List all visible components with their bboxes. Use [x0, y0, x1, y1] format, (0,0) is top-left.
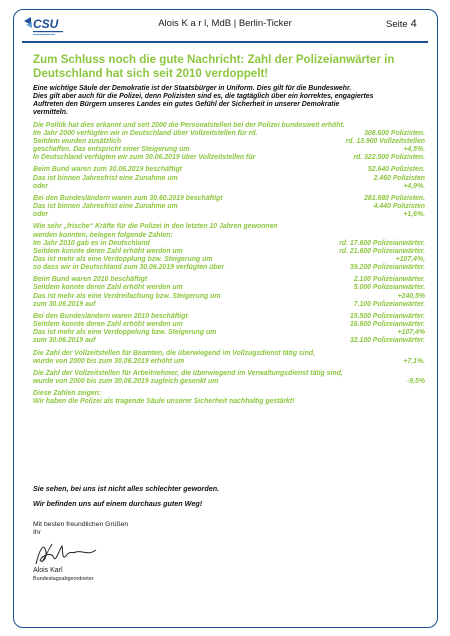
closing-remarks: [33, 484, 425, 508]
stat-line: [33, 301, 425, 309]
stat-section: [33, 166, 425, 190]
stat-label: Das ist mehr als eine Verdoppelung bzw. Steigerung um: [33, 329, 217, 337]
stat-label: Seitdem wurden zusätzlich: [33, 137, 122, 145]
stat-line: [33, 321, 425, 329]
stat-label: Beim Bund waren zum 30.06.2019 beschäftigt: [33, 166, 182, 174]
article-title: Zum Schluss noch die gute Nachricht: Zahl der Polizeianwärter in Deutschland hat sich seit 2010 verdoppelt!: [33, 53, 395, 80]
signer-role: Bundestagsabgeordneter: [33, 576, 94, 582]
stat-value: rd. 17.600 Polizeianwärter.: [339, 239, 425, 247]
header-title: Alois K a r l, MdB | Berlin-Ticker: [158, 18, 292, 29]
intro-line: Auftreten den Bürgern unseres Landes ein gutes Gefühl der Sicherheit in unserer Demokratie: [33, 101, 340, 109]
stat-label: Wir haben die Polizei als tragende Säule unserer Sicherheit nachhaltig gestärkt!: [33, 398, 295, 406]
stat-value: 32.100 Polizeianwärter.: [349, 337, 425, 345]
stat-line: [33, 337, 425, 345]
stat-section: [33, 313, 425, 346]
stat-label: wurde von 2000 bis zum 30.06.2019 erhöht um: [33, 357, 185, 365]
stat-value: +4,9%.: [403, 182, 425, 190]
stat-label: oder: [33, 182, 48, 190]
stat-value: rd. 13.900 Vollzeitstellen: [345, 137, 425, 145]
stat-value: 39.200 Polizeianwärter.: [349, 264, 425, 272]
stat-line: [33, 130, 425, 138]
stat-section: [33, 350, 425, 366]
stat-line: [33, 256, 425, 264]
stat-line: [33, 122, 425, 130]
closing-line: Wir befinden uns auf einem durchaus guten Weg!: [33, 499, 203, 508]
page-label: Seite: [386, 19, 408, 30]
greeting: [33, 521, 128, 537]
stat-value: 7.100 Polizeianwärter.: [353, 300, 425, 308]
signer-name: Alois Karl: [33, 567, 63, 574]
stat-line: [33, 223, 425, 231]
stat-label: werden konnten, belegen folgende Zahlen:: [33, 231, 173, 239]
stat-value: 4.440 Polizisten: [373, 203, 425, 211]
stat-label: Seitdem konnte deren Zahl erhöht werden um: [33, 284, 183, 292]
stat-label: Die Politik hat dies erkannt und seit 2000 die Personalstellen bei der Polizei bundesweit erhöht.: [33, 121, 345, 129]
stat-label: geschaffen. Das entspricht einer Steigerung um: [33, 146, 190, 154]
stat-label: Das ist mehr als eine Verdopplung bzw. Steigerung um: [33, 255, 213, 263]
stat-line: [33, 390, 425, 398]
stat-label: oder: [33, 211, 48, 219]
stat-label: so dass wir in Deutschland zum 30.06.2019 verfügten über: [33, 264, 225, 272]
stat-label: Seitdem konnte deren Zahl erhöht werden um: [33, 321, 183, 329]
intro-line: vermitteln.: [33, 109, 68, 117]
stat-label: Die Zahl der Vollzeitstellen für Beamten, die überwiegend im Vollzugsdienst tätig sind,: [33, 349, 316, 357]
stat-section: [33, 370, 425, 386]
stat-label: Seitdem konnte deren Zahl erhöht werden um: [33, 247, 183, 255]
stat-line: [33, 166, 425, 174]
handwritten-signature: [32, 538, 102, 570]
stat-value: 2.100 Polizeianwärter.: [353, 276, 425, 284]
closing-line: Sie sehen, bei uns ist nicht alles schlechter geworden.: [33, 484, 220, 493]
stat-line: [33, 293, 425, 301]
stat-label: Das ist binnen Jahresfrist eine Zunahme um: [33, 174, 178, 182]
stat-value: +4,5%.: [403, 146, 425, 154]
stat-label: Beim Bund waren 2010 beschäftigt: [33, 276, 148, 284]
stat-label: Im Jahr 2010 gab es in Deutschland: [33, 239, 150, 247]
stat-section: [33, 276, 425, 309]
stat-line: [33, 175, 425, 183]
stat-value: rd. 21.600 Polizeianwärter.: [339, 247, 425, 255]
signer-block: [33, 567, 94, 583]
stat-label: Das ist mehr als eine Verdreifachung bzw. Steigerung um: [33, 292, 221, 300]
stat-section: [33, 223, 425, 272]
greeting-line: Mit besten freundlichen Grüßen: [33, 521, 129, 528]
stat-value: 308.600 Polizisten.: [364, 129, 425, 137]
intro-paragraph: [33, 85, 425, 118]
logo-text: CSU: [33, 17, 59, 31]
statistics-sections: [33, 122, 425, 407]
stat-label: In Deutschland verfügten wir zum 30.06.2019 über Vollzeitstellen für: [33, 154, 256, 162]
stat-line: [33, 398, 425, 406]
stat-label: Bei den Bundesländern waren 2010 beschäftigt: [33, 312, 188, 320]
stat-line: [33, 350, 425, 358]
stat-section: [33, 122, 425, 163]
stat-line: [33, 264, 425, 272]
greeting-line: Ihr: [33, 529, 41, 536]
stat-line: [33, 183, 425, 191]
stat-value: 15.500 Polizeianwärter.: [349, 312, 425, 320]
stat-value: +7,1%.: [403, 357, 425, 365]
stat-line: [33, 358, 425, 366]
stat-label: Wie sehr „frische“ Kräfte für die Polizei in den letzten 10 Jahren gewonnen: [33, 223, 278, 231]
stat-value: 5.000 Polizeianwärter.: [353, 284, 425, 292]
stat-line: [33, 378, 425, 386]
stat-label: Bei den Bundesländern waren zum 30.60.2019 beschäftigt: [33, 194, 223, 202]
stat-line: [33, 154, 425, 162]
stat-section: [33, 195, 425, 219]
stat-line: [33, 146, 425, 154]
stat-value: +240,5%: [397, 292, 425, 300]
stat-value: rd. 322.500 Polizisten.: [353, 154, 425, 162]
stat-line: [33, 370, 425, 378]
stat-value: -9,5%: [406, 378, 425, 385]
stat-value: +107,4%: [397, 329, 425, 337]
page-indicator: [386, 18, 417, 30]
stat-line: [33, 284, 425, 292]
stat-line: [33, 329, 425, 337]
article-body: [33, 85, 425, 406]
stat-label: Die Zahl der Vollzeitstellen für Arbeitnehmer, die überwiegend im Verwaltungsdienst tätig sind,: [33, 369, 343, 377]
stat-line: [33, 276, 425, 284]
stat-section: [33, 390, 425, 406]
stat-line: [33, 138, 425, 146]
stat-line: [33, 203, 425, 211]
stat-value: +107,4%,: [395, 255, 425, 263]
stat-value: 16.600 Polizeianwärter.: [349, 321, 425, 329]
stat-value: 52.640 Polizisten.: [367, 166, 425, 174]
stat-label: Diese Zahlen zeigen:: [33, 390, 102, 398]
stat-line: [33, 248, 425, 256]
stat-label: Im Jahr 2000 verfügten wir in Deutschland über Vollzeitstellen für rd.: [33, 129, 258, 137]
stat-line: [33, 232, 425, 240]
stat-label: wurde von 2000 bis zum 30.06.2019 zugleich gesenkt um: [33, 378, 219, 385]
stat-line: [33, 240, 425, 248]
stat-line: [33, 195, 425, 203]
stat-label: zum 30.06.2019 auf: [33, 337, 96, 345]
stat-label: Das ist binnen Jahresfrist eine Zunahme um: [33, 203, 178, 211]
stat-value: 2.460 Polizisten: [373, 174, 425, 182]
stat-value: 281.680 Polizisten.: [364, 194, 425, 202]
intro-line: Dies gilt aber auch für die Polizei, denn Polizisten sind es, die tagtäglich über ein korrektes, engagiertes: [33, 93, 374, 101]
header-rule: [22, 41, 428, 43]
stat-line: [33, 313, 425, 321]
stat-value: +1,6%.: [403, 211, 425, 219]
stat-line: [33, 211, 425, 219]
intro-line: Eine wichtige Säule der Demokratie ist der Staatsbürger in Uniform. Dies gilt für die Bundeswehr.: [33, 85, 352, 92]
page-number: 4: [410, 18, 417, 30]
stat-label: zum 30.06.2019 auf: [33, 300, 96, 308]
